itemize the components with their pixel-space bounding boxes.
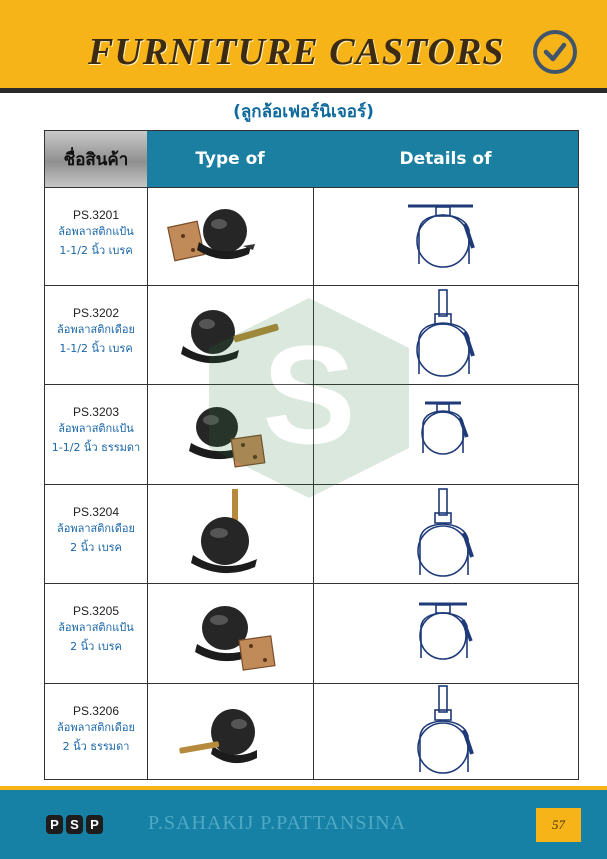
page-title: FURNITURE CASTORS: [88, 31, 505, 73]
product-description: ล้อพลาสติกแป้น: [58, 225, 134, 238]
product-code: PS.3202: [72, 306, 120, 320]
product-drawing: [313, 485, 578, 584]
company-name: P.SAHAKIJ P.PATTANSINA: [148, 812, 407, 834]
product-code: PS.3205: [72, 604, 120, 618]
column-header-type: Type of: [147, 131, 314, 187]
page-number: 57: [536, 808, 581, 842]
product-description: ล้อพลาสติกเดือย: [57, 522, 135, 535]
product-photo: [147, 684, 314, 780]
product-name-cell: [45, 684, 148, 780]
product-code: PS.3201: [72, 208, 120, 222]
product-photo: [147, 584, 314, 684]
logo-letter: P: [86, 815, 103, 834]
product-code: PS.3206: [72, 704, 120, 718]
table-row: [45, 187, 578, 286]
product-drawing: [313, 684, 578, 780]
product-code: PS.3203: [72, 405, 120, 419]
product-name-cell: [45, 584, 148, 684]
product-name-cell: [45, 485, 148, 584]
header-divider: [0, 88, 607, 93]
product-name-cell: [45, 188, 148, 286]
watermark-logo: [199, 298, 419, 498]
product-description: ล้อพลาสติกแป้น: [58, 621, 134, 634]
product-size: 1-1/2 นิ้ว เบรค: [59, 342, 133, 355]
product-size: 1-1/2 นิ้ว ธรรมดา: [51, 441, 141, 454]
product-size: 2 นิ้ว เบรค: [70, 541, 122, 554]
table-row: [45, 683, 578, 780]
product-photo: [147, 485, 314, 584]
product-drawing: [313, 188, 578, 286]
checkmark-icon: [533, 30, 577, 74]
company-logo: [46, 815, 103, 834]
product-description: ล้อพลาสติกเดือย: [57, 721, 135, 734]
logo-letter: S: [66, 815, 83, 834]
table-row: [45, 484, 578, 584]
product-description: ล้อพลาสติกเดือย: [57, 323, 135, 336]
product-size: 2 นิ้ว ธรรมดา: [62, 740, 130, 753]
column-header-name: ชื่อสินค้า: [45, 131, 148, 187]
column-header-details: Details of: [313, 131, 578, 187]
product-photo: [147, 188, 314, 286]
product-name-cell: [45, 385, 148, 485]
page-subtitle: (ลูกล้อเฟอร์นิเจอร์): [233, 102, 374, 122]
svg-text:S: S: [262, 316, 356, 473]
product-size: 2 นิ้ว เบรค: [70, 640, 122, 653]
product-drawing: [313, 584, 578, 684]
table-row: [45, 583, 578, 684]
product-name-cell: [45, 286, 148, 385]
product-code: PS.3204: [72, 505, 120, 519]
product-size: 1-1/2 นิ้ว เบรค: [59, 244, 133, 257]
logo-letter: P: [46, 815, 63, 834]
product-description: ล้อพลาสติกแป้น: [58, 422, 134, 435]
